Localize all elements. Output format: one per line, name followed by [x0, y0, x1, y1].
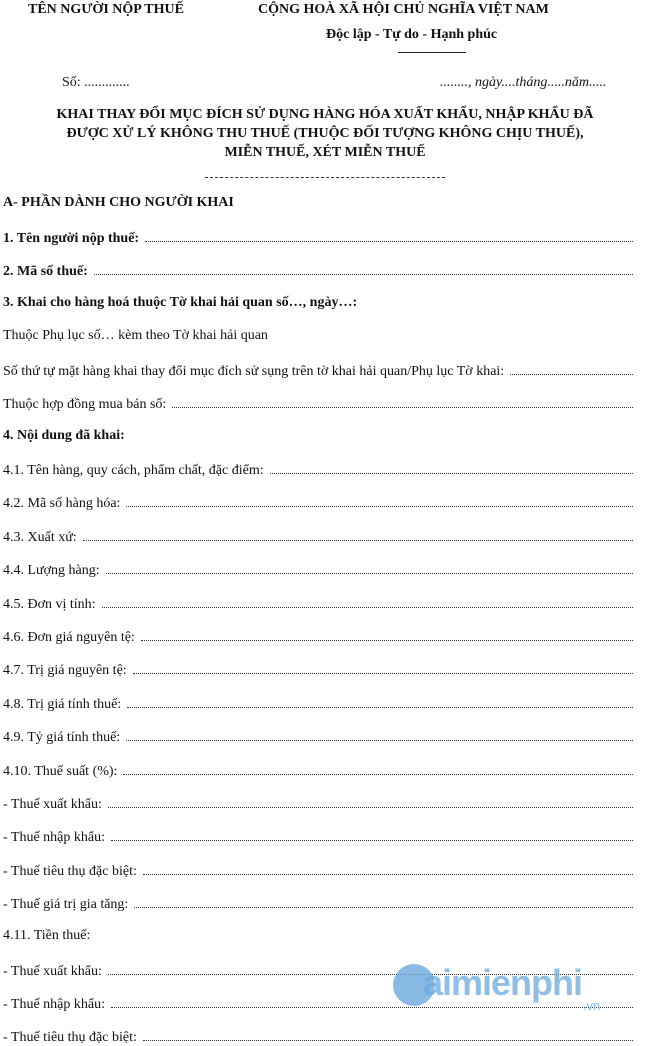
field-declared-content: 4. Nội dung đã khai: [3, 428, 125, 443]
field-amount-special-tax: - Thuế tiêu thụ đặc biệt: [3, 1028, 633, 1046]
fill-line [270, 461, 633, 474]
field-quantity: 4.4. Lượng hàng: [3, 561, 633, 579]
fill-line [102, 595, 633, 608]
title-divider [205, 177, 445, 178]
document-title [0, 105, 650, 162]
field-taxable-value: 4.8. Trị giá tính thuế: [3, 695, 633, 713]
field-unit-price: 4.6. Đơn giá nguyên tệ: [3, 628, 633, 646]
fill-line [126, 728, 633, 741]
logo-tld: .vn [583, 998, 601, 1013]
fill-line [108, 795, 633, 808]
fill-line [143, 862, 633, 875]
field-rate-export-tax: - Thuế xuất khẩu: [3, 795, 633, 813]
title-line-2: ĐƯỢC XỬ LÝ KHÔNG THU THUẾ (THUỘC ĐỐI TƯỢNG KHÔNG CHỊU THUẾ), [66, 126, 584, 141]
taxpayer-name-header: TÊN NGƯỜI NỘP THUẾ [28, 2, 184, 17]
field-tax-code: 2. Mã số thuế: [3, 262, 633, 280]
field-rate-import-tax: - Thuế nhập khẩu: [3, 828, 633, 846]
field-amount-import-tax: - Thuế nhập khẩu: [3, 995, 633, 1013]
nation-header: CỘNG HOÀ XÃ HỘI CHỦ NGHĨA VIỆT NAM [258, 2, 549, 17]
field-value-original: 4.7. Trị giá nguyên tệ: [3, 661, 633, 679]
field-hs-code: 4.2. Mã số hàng hóa: [3, 494, 633, 512]
field-exchange-rate: 4.9. Tỷ giá tính thuế: [3, 728, 633, 746]
motto: Độc lập - Tự do - Hạnh phúc [326, 27, 498, 42]
fill-line [133, 661, 633, 674]
fill-line [106, 561, 633, 574]
watermark-logo [393, 960, 625, 1020]
fill-line [111, 828, 633, 841]
field-amount-export-tax: - Thuế xuất khẩu: [3, 962, 633, 980]
fill-line [126, 494, 633, 507]
field-origin: 4.3. Xuất xứ: [3, 528, 633, 546]
motto-underline [398, 52, 466, 53]
section-a-heading: A- PHẦN DÀNH CHO NGƯỜI KHAI [3, 195, 234, 210]
fill-line [83, 528, 633, 541]
title-line-1: KHAI THAY ĐỔI MỤC ĐÍCH SỬ DỤNG HÀNG HÓA XUẤT KHẨU, NHẬP KHẨU ĐÃ [56, 107, 594, 122]
fill-line [94, 262, 633, 275]
field-appendix: Thuộc Phụ lục số… kèm theo Tờ khai hải quan [3, 328, 268, 343]
fill-line [510, 362, 633, 375]
fill-line [134, 895, 633, 908]
fill-line [172, 395, 633, 408]
field-tax-rate: 4.10. Thuế suất (%): [3, 762, 633, 780]
field-item-order: Số thứ tự mặt hàng khai thay đổi mục đích sử sụng trên tờ khai hải quan/Phụ lục Tờ khai: [3, 362, 633, 380]
fill-line [123, 762, 633, 775]
fill-line [141, 628, 633, 641]
document-date: ........, ngày....tháng.....năm..... [440, 75, 607, 90]
field-rate-special-tax: - Thuế tiêu thụ đặc biệt: [3, 862, 633, 880]
field-unit: 4.5. Đơn vị tính: [3, 595, 633, 613]
fill-line [143, 1028, 633, 1041]
field-taxpayer-name: 1. Tên người nộp thuế: [3, 229, 633, 247]
field-rate-vat: - Thuế giá trị gia tăng: [3, 895, 633, 913]
field-contract-number: Thuộc hợp đồng mua bán số: [3, 395, 633, 413]
field-goods-name: 4.1. Tên hàng, quy cách, phẩm chất, đặc điểm: [3, 461, 633, 479]
document-number: Số: ............. [62, 75, 130, 90]
logo-text: aimienphi [423, 962, 583, 1003]
fill-line [127, 695, 633, 708]
title-line-3: MIỄN THUẾ, XÉT MIỄN THUẾ [224, 145, 426, 160]
fill-line [145, 229, 633, 242]
field-customs-declaration: 3. Khai cho hàng hoá thuộc Tờ khai hải quan số…, ngày…: [3, 295, 358, 310]
field-tax-amount: 4.11. Tiền thuế: [3, 928, 91, 943]
